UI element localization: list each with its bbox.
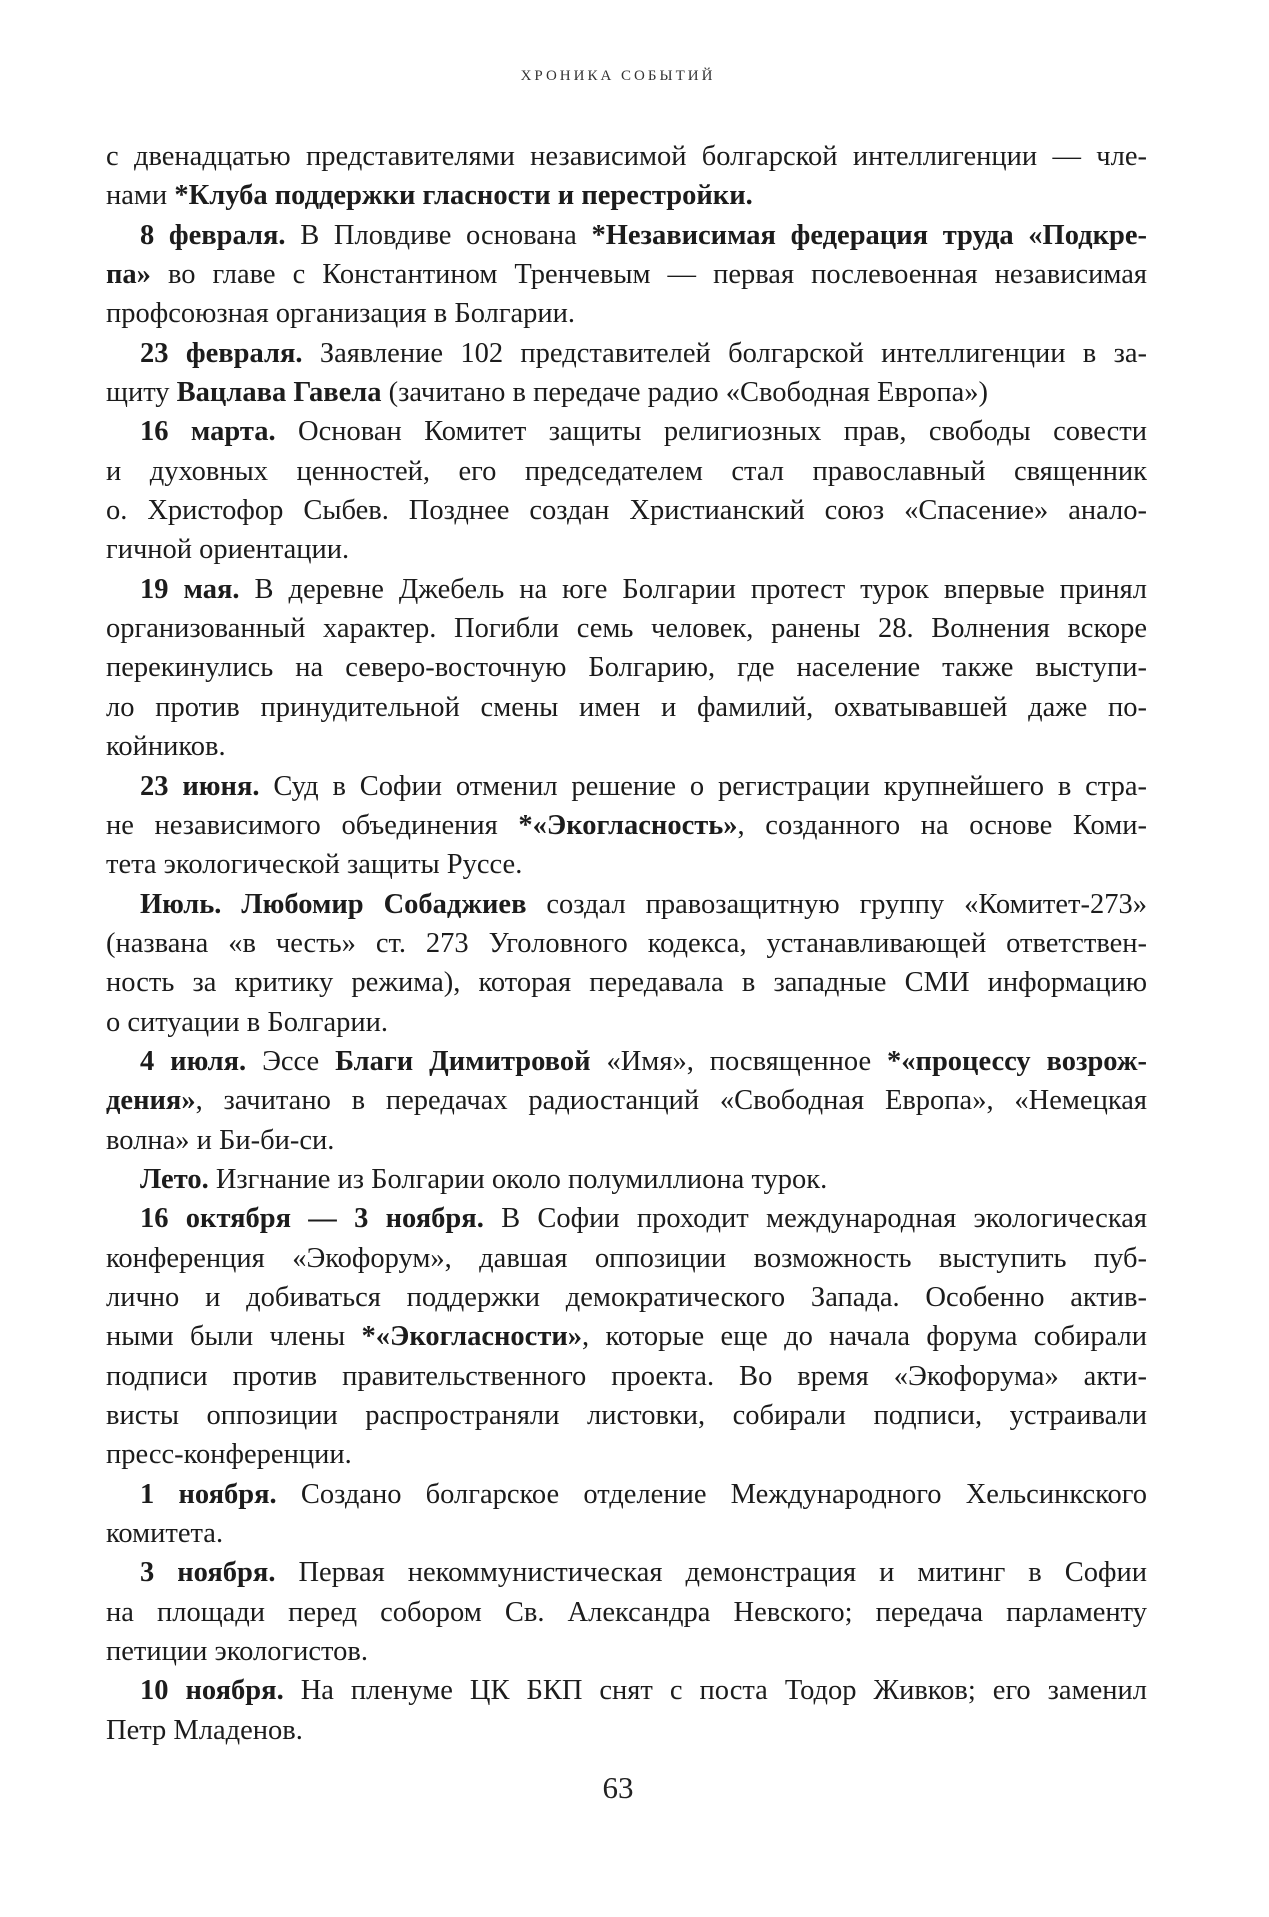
text-line bbox=[106, 1514, 1147, 1553]
text: лично и добиваться поддержки демократического Запада. Особенно актив- bbox=[106, 1281, 1147, 1313]
text: , которые еще до начала форума собирали bbox=[581, 1321, 1147, 1353]
text-line bbox=[106, 334, 1147, 373]
bold-text: 19 мая. bbox=[140, 573, 240, 605]
text-line bbox=[106, 1553, 1147, 1592]
text: комитета. bbox=[106, 1518, 224, 1550]
text-line bbox=[106, 452, 1147, 491]
text-line bbox=[106, 1357, 1147, 1396]
text-line bbox=[106, 885, 1147, 924]
text: на площади перед собором Св. Александра Невского; передача парламенту bbox=[106, 1596, 1147, 1628]
text-line bbox=[106, 176, 1147, 215]
text: во главе с Константином Тренчевым — первая послевоенная независимая bbox=[150, 259, 1147, 291]
text: ло против принудительной смены имен и фамилий, охватывавшей даже по- bbox=[106, 691, 1147, 723]
text: Эссе bbox=[246, 1045, 336, 1077]
text-line bbox=[106, 216, 1147, 255]
text-line bbox=[106, 137, 1147, 176]
bold-text: па» bbox=[106, 259, 151, 291]
chronicle-entry bbox=[106, 1671, 1147, 1750]
running-head: ХРОНИКА СОБЫТИЙ bbox=[520, 68, 716, 84]
text: нами bbox=[106, 180, 175, 212]
bold-text: дения» bbox=[106, 1085, 196, 1117]
bold-text: 1 ноября. bbox=[140, 1478, 277, 1510]
chronicle-entry bbox=[106, 1160, 1147, 1199]
bold-text: 10 ноября. bbox=[140, 1675, 284, 1707]
bold-text: *«процессу возрож- bbox=[887, 1045, 1147, 1077]
text-line bbox=[106, 1475, 1147, 1514]
page-number: 63 bbox=[602, 1770, 634, 1805]
text: (названа «в честь» ст. 273 Уголовного кодекса, устанавливающей ответствен- bbox=[106, 927, 1147, 959]
bold-text: *Клуба поддержки гласности и перестройки. bbox=[174, 180, 753, 212]
chronicle-entry bbox=[106, 1553, 1147, 1671]
text: о. Христофор Сыбев. Позднее создан Христианский союз «Спасение» анало- bbox=[106, 495, 1147, 527]
text-line bbox=[106, 963, 1147, 1002]
text-line bbox=[106, 609, 1147, 648]
text: конференция «Экофорум», давшая оппозиции возможность выступить пуб- bbox=[106, 1242, 1147, 1274]
text: Заявление 102 представителей болгарской интеллигенции в за- bbox=[302, 337, 1147, 369]
text-line bbox=[106, 1003, 1147, 1042]
text-line bbox=[106, 1042, 1147, 1081]
chronicle-body bbox=[106, 137, 1147, 1750]
chronicle-entry bbox=[106, 570, 1147, 767]
text-line bbox=[106, 1199, 1147, 1238]
text-line bbox=[106, 767, 1147, 806]
text: «Имя», посвященное bbox=[590, 1045, 888, 1077]
text: ность за критику режима), которая передавала в западные СМИ информацию bbox=[106, 967, 1147, 999]
bold-text: 16 марта. bbox=[140, 416, 276, 448]
bold-text: Лето. bbox=[140, 1163, 209, 1195]
bold-text: *«Экогласность» bbox=[518, 809, 738, 841]
text: пресс-конференции. bbox=[106, 1439, 352, 1471]
text: , созданного на основе Коми- bbox=[737, 809, 1147, 841]
text-line bbox=[106, 688, 1147, 727]
text: организованный характер. Погибли семь человек, ранены 28. Волнения вскоре bbox=[106, 613, 1147, 645]
chronicle-entry bbox=[106, 216, 1147, 334]
text-line bbox=[106, 1632, 1147, 1671]
bold-text: Вацлава Гавела bbox=[176, 377, 382, 409]
chronicle-entry bbox=[106, 885, 1147, 1042]
text-line bbox=[106, 1396, 1147, 1435]
text: тета экологической защиты Руссе. bbox=[106, 849, 523, 881]
bold-text: Июль. Любомир Собаджиев bbox=[140, 888, 527, 920]
text-line bbox=[106, 924, 1147, 963]
bold-text: 8 февраля. bbox=[140, 219, 286, 251]
text: петиции экологистов. bbox=[106, 1636, 368, 1668]
text: В Софии проходит международная экологическая bbox=[483, 1203, 1147, 1235]
text: ными были члены bbox=[106, 1321, 362, 1353]
text: В деревне Джебель на юге Болгарии протест турок впервые принял bbox=[239, 573, 1148, 605]
text-line bbox=[106, 1317, 1147, 1356]
chronicle-entry bbox=[106, 334, 1147, 413]
text-line bbox=[106, 1121, 1147, 1160]
text-line bbox=[106, 1435, 1147, 1474]
bold-text: Благи Димитровой bbox=[335, 1045, 591, 1077]
text: не независимого объединения bbox=[106, 809, 519, 841]
bold-text: 4 июля. bbox=[140, 1045, 247, 1077]
text: гичной ориентации. bbox=[106, 534, 350, 566]
text: На пленуме ЦК БКП снят с поста Тодор Живков; его заменил bbox=[283, 1675, 1147, 1707]
bold-text: 16 октября — 3 ноября. bbox=[140, 1203, 484, 1235]
text: Первая некоммунистическая демонстрация и митинг в Софии bbox=[275, 1557, 1147, 1589]
text: Петр Младенов. bbox=[106, 1714, 303, 1746]
bold-text: 23 февраля. bbox=[140, 337, 303, 369]
text: (зачитано в передаче радио «Свободная Европа») bbox=[381, 377, 989, 409]
text: , зачитано в передачах радиостанций «Свободная Европа», «Немецкая bbox=[195, 1085, 1147, 1117]
text: висты оппозиции распространяли листовки, собирали подписи, устраивали bbox=[106, 1400, 1147, 1431]
text-line bbox=[106, 1278, 1147, 1317]
text: щиту bbox=[106, 377, 177, 409]
text: Создано болгарское отделение Международного Хельсинкского bbox=[276, 1478, 1147, 1510]
chronicle-entry bbox=[106, 1199, 1147, 1474]
text: и духовных ценностей, его председателем стал православный священник bbox=[106, 455, 1147, 487]
text: волна» и Би-би-си. bbox=[106, 1124, 335, 1156]
text: Суд в Софии отменил решение о регистрации крупнейшего в стра- bbox=[259, 770, 1147, 802]
bold-text: 3 ноября. bbox=[140, 1557, 276, 1589]
text: койников. bbox=[106, 731, 226, 763]
text: профсоюзная организация в Болгарии. bbox=[106, 298, 576, 330]
bold-text: *Независимая федерация труда «Подкре- bbox=[591, 219, 1147, 251]
text-line bbox=[106, 1671, 1147, 1710]
chronicle-entry bbox=[106, 1042, 1147, 1160]
text-line bbox=[106, 1711, 1147, 1750]
text-line bbox=[106, 1593, 1147, 1632]
text-line bbox=[106, 1239, 1147, 1278]
text: о ситуации в Болгарии. bbox=[106, 1006, 389, 1038]
text: создал правозащитную группу «Комитет-273» bbox=[526, 888, 1147, 920]
text-line bbox=[106, 412, 1147, 451]
chronicle-entry bbox=[106, 1475, 1147, 1554]
chronicle-entry bbox=[106, 412, 1147, 569]
text-line bbox=[106, 373, 1147, 412]
chronicle-entry bbox=[106, 137, 1147, 216]
text-line bbox=[106, 491, 1147, 530]
text: перекинулись на северо-восточную Болгарию, где население также выступи- bbox=[106, 652, 1147, 684]
bold-text: *«Экогласности» bbox=[361, 1321, 582, 1353]
text-line bbox=[106, 294, 1147, 333]
chronicle-entry bbox=[106, 767, 1147, 885]
text-line bbox=[106, 255, 1147, 294]
text-line bbox=[106, 1160, 1147, 1199]
text: В Пловдиве основана bbox=[285, 219, 592, 251]
text-line bbox=[106, 727, 1147, 766]
text-line bbox=[106, 806, 1147, 845]
text: с двенадцатью представителями независимой болгарской интеллигенции — чле- bbox=[106, 141, 1147, 172]
text: подписи против правительственного проекта. Во время «Экофорума» акти- bbox=[106, 1360, 1147, 1392]
text-line bbox=[106, 845, 1147, 884]
text: Изгнание из Болгарии около полумиллиона турок. bbox=[208, 1163, 828, 1195]
text: Основан Комитет защиты религиозных прав, свободы совести bbox=[275, 416, 1147, 448]
text-line bbox=[106, 648, 1147, 687]
text-line bbox=[106, 1081, 1147, 1120]
text-line bbox=[106, 570, 1147, 609]
text-line bbox=[106, 530, 1147, 569]
bold-text: 23 июня. bbox=[140, 770, 260, 802]
